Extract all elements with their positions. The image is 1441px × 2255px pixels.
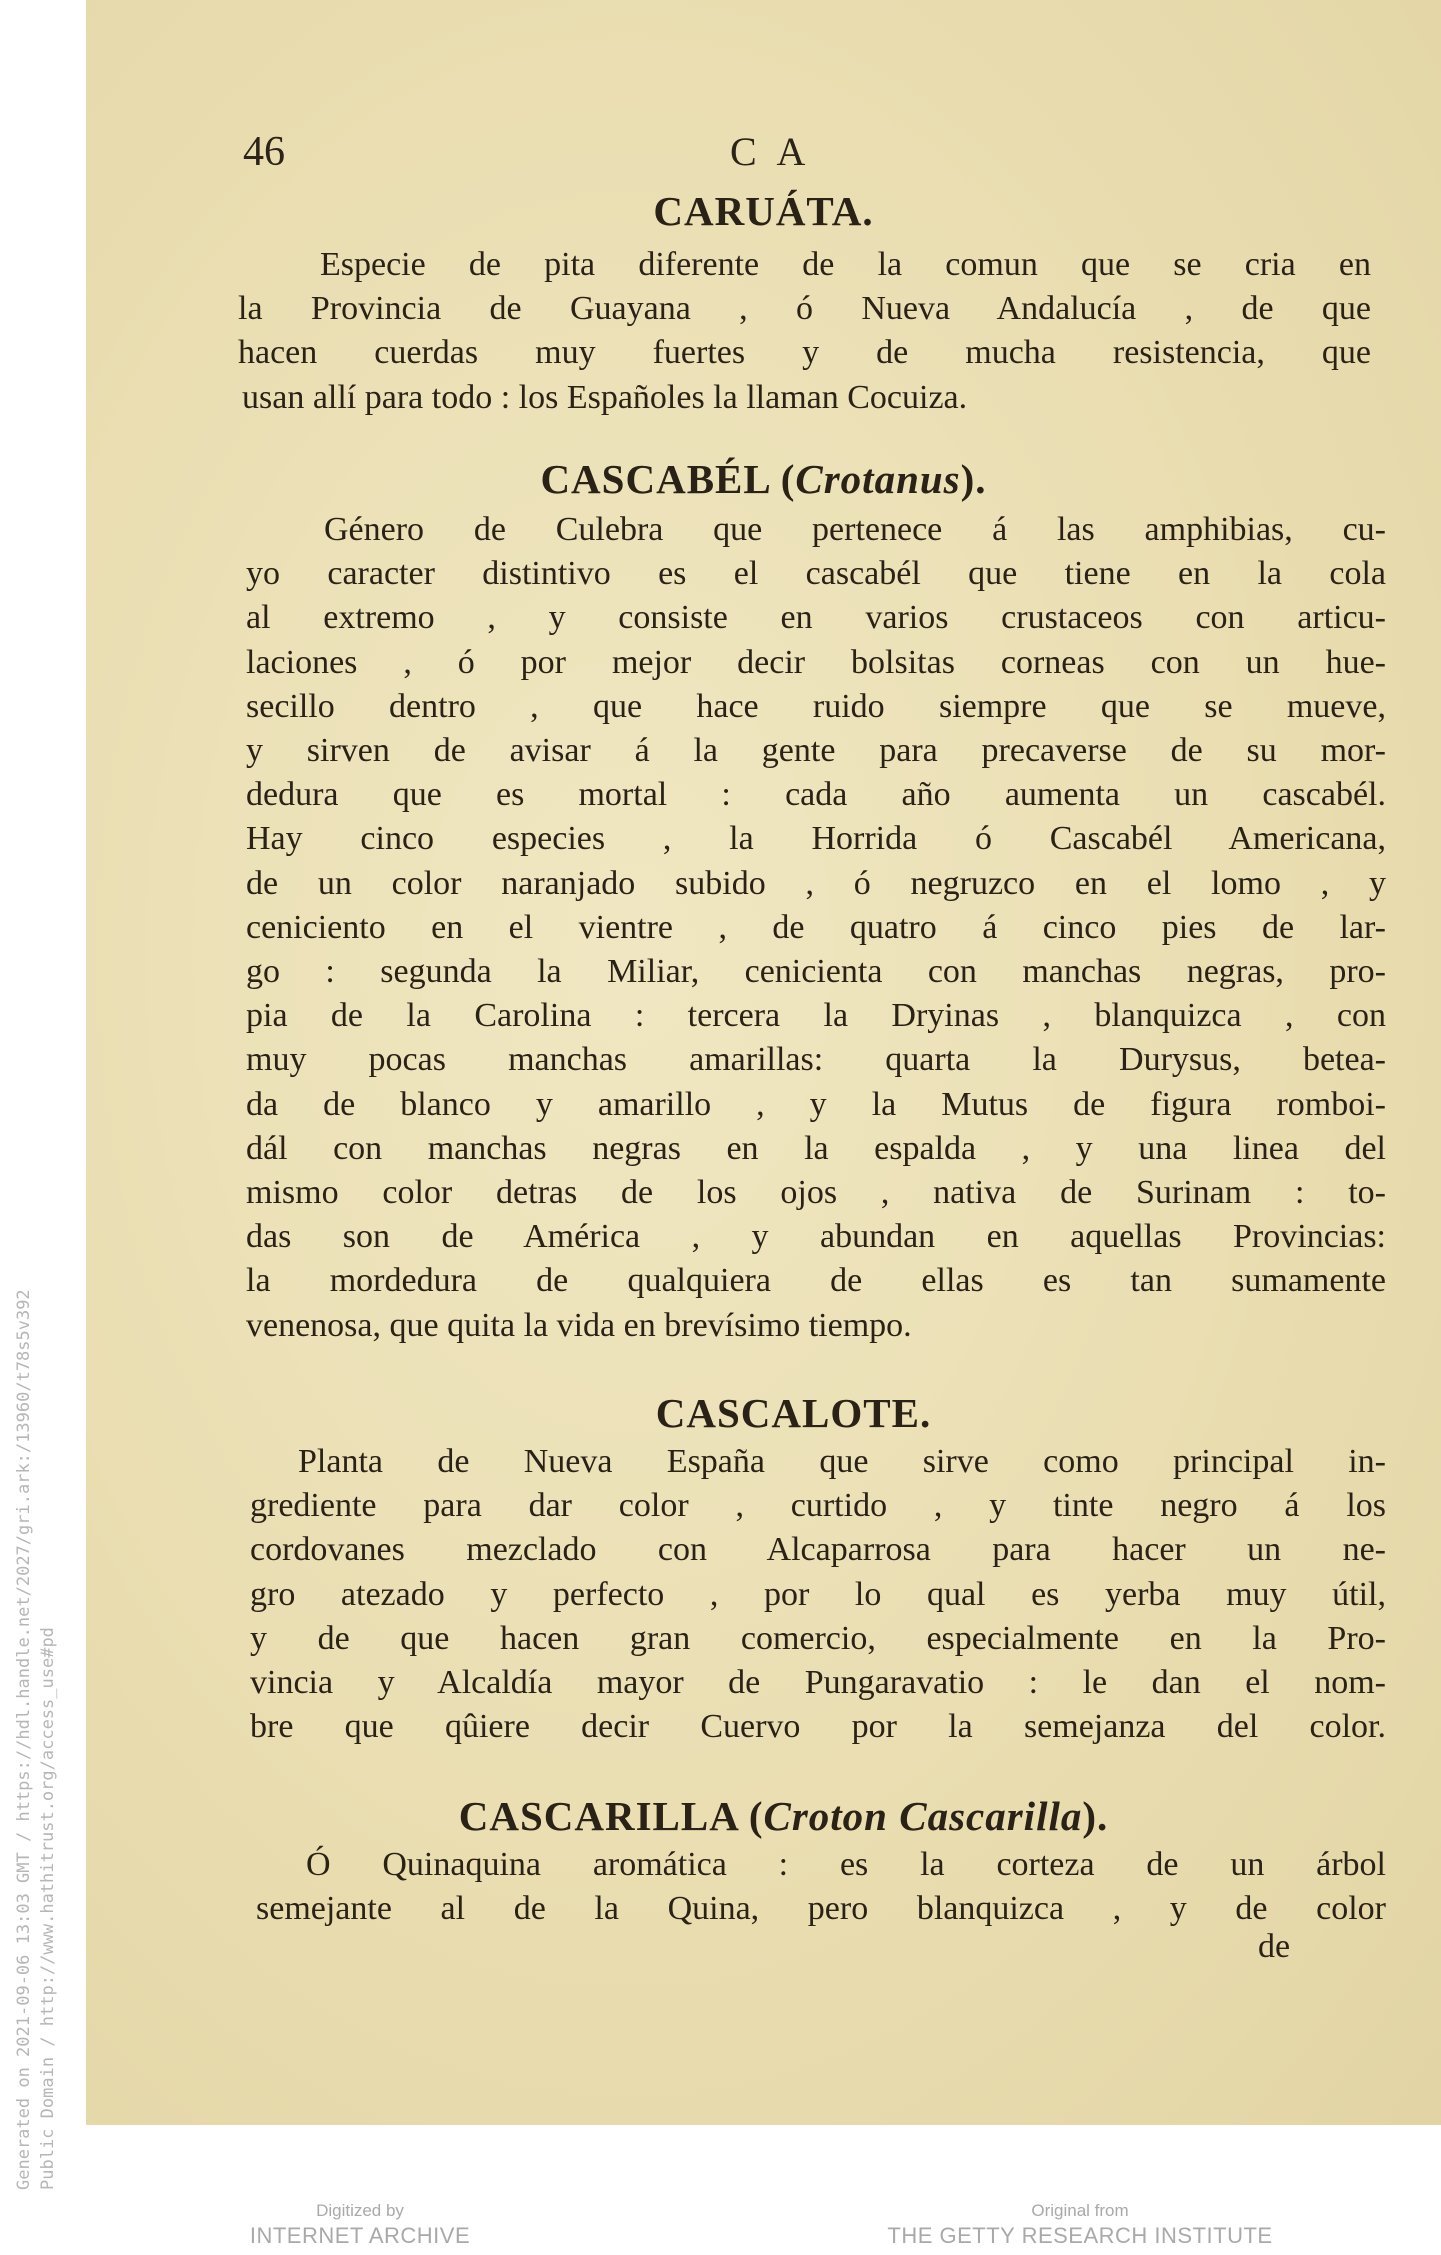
body-line: al extremo , y consiste en varios crustaceos con articu- [246, 599, 1386, 637]
footer-right-small: Original from [1031, 2201, 1129, 2220]
entry-title-text: CASCABÉL ( [540, 456, 796, 502]
body-line: Planta de Nueva España que sirve como principal in- [298, 1443, 1386, 1480]
body-line: Hay cinco especies , la Horrida ó Cascabél Americana, [246, 820, 1386, 858]
entry-title-end: ). [1082, 1793, 1109, 1839]
entry-title-text: CASCARILLA ( [458, 1793, 764, 1839]
body-line: Ó Quinaquina aromática : es la corteza de un árbol [306, 1846, 1386, 1883]
entry-cascalote [86, 1390, 1441, 1746]
body-line: go : segunda la Miliar, cenicienta con manchas negras, pro- [246, 953, 1386, 991]
body-line: cordovanes mezclado con Alcaparrosa para hacer un ne- [250, 1531, 1386, 1569]
body-line: laciones , ó por mejor decir bolsitas corneas con un hue- [246, 643, 1386, 681]
body-line: mismo color detras de los ojos , nativa de Surinam : to- [246, 1174, 1386, 1212]
entry-body [256, 1843, 1386, 1931]
body-line: secillo dentro , que hace ruido siempre que se mueve, [246, 687, 1386, 725]
footer-left-big: INTERNET ARCHIVE [249, 2223, 471, 2248]
body-line: yo caracter distintivo es el cascabél que tiene en la cola [246, 555, 1386, 593]
footer-original-from [870, 2200, 1290, 2250]
generation-note-line1: Generated on 2021-09-06 13:03 GMT / https://hdl.handle.net/2027/gri.ark:/13960/t78s5v392 [14, 1289, 34, 2190]
body-line: la mordedura de qualquiera de ellas es tan sumamente [246, 1262, 1386, 1300]
body-line: vincia y Alcaldía mayor de Pungaravatio : le dan el nom- [250, 1664, 1386, 1702]
body-line: semejante al de la Quina, pero blanquizca , y de color [256, 1890, 1386, 1928]
entry-title-latin: Crotanus [795, 456, 961, 502]
body-line: la Provincia de Guayana , ó Nueva Andalucía , de que [238, 290, 1371, 328]
body-line: dedura que es mortal : cada año aumenta un cascabél. [246, 776, 1386, 814]
generation-note [12, 990, 60, 2190]
generation-note-line2: Public Domain / http://www.hathitrust.org/access_use#pd [38, 1627, 58, 2190]
body-line: ceniciento en el vientre , de quatro á cinco pies de lar- [246, 908, 1386, 946]
body-line: venenosa, que quita la vida en brevísimo tiempo. [246, 1306, 912, 1344]
body-line: Especie de pita diferente de la comun que se cria en [320, 246, 1371, 283]
entry-title [86, 1390, 1441, 1436]
entry-cascabel [86, 456, 1441, 1344]
body-line: dál con manchas negras en la espalda , y una linea del [246, 1129, 1386, 1167]
entry-title [86, 188, 1441, 234]
footer-right-big: THE GETTY RESEARCH INSTITUTE [887, 2223, 1273, 2248]
body-line: da de blanco y amarillo , y la Mutus de figura romboi- [246, 1085, 1386, 1123]
entry-cascarilla [86, 1793, 1441, 1928]
body-line: Género de Culebra que pertenece á las amphibias, cu- [324, 511, 1386, 548]
body-line: grediente para dar color , curtido , y tinte negro á los [250, 1487, 1386, 1525]
body-line: bre que qûiere decir Cuervo por la semejanza del color. [250, 1708, 1386, 1746]
entry-caruata [86, 188, 1441, 416]
footer-digitized-by [200, 2200, 520, 2250]
body-line: gro atezado y perfecto , por lo qual es yerba muy útil, [250, 1575, 1386, 1613]
entry-title-end: ). [960, 456, 987, 502]
page-number: 46 [243, 129, 285, 175]
body-line: y sirven de avisar á la gente para precaverse de su mor- [246, 732, 1386, 770]
entry-title-text: CARUÁTA. [653, 188, 874, 234]
body-line: de un color naranjado subido , ó negruzco en el lomo , y [246, 864, 1386, 902]
body-line: das son de América , y abundan en aquellas Provincias: [246, 1218, 1386, 1256]
running-head: C A [730, 129, 812, 174]
book-page [86, 0, 1441, 2125]
footer-left-small: Digitized by [316, 2201, 404, 2220]
entry-title [86, 456, 1441, 502]
body-line: usan allí para todo : los Españoles la llaman Cocuiza. [242, 378, 968, 416]
entry-body [250, 1440, 1386, 1749]
catchword: de [1258, 1928, 1291, 1965]
entry-title [86, 1793, 1441, 1839]
entry-body [238, 243, 1371, 420]
footer [0, 2200, 1441, 2255]
entry-title-text: CASCALOTE. [655, 1390, 932, 1436]
page-header [86, 128, 1441, 188]
body-line: y de que hacen gran comercio, especialmente en la Pro- [250, 1619, 1386, 1657]
entry-body [246, 508, 1386, 1348]
entry-title-latin: Croton Cascarilla [763, 1793, 1083, 1839]
body-line: pia de la Carolina : tercera la Dryinas , blanquizca , con [246, 997, 1386, 1035]
body-line: muy pocas manchas amarillas: quarta la Durysus, betea- [246, 1041, 1386, 1079]
body-line: hacen cuerdas muy fuertes y de mucha resistencia, que [238, 334, 1371, 372]
